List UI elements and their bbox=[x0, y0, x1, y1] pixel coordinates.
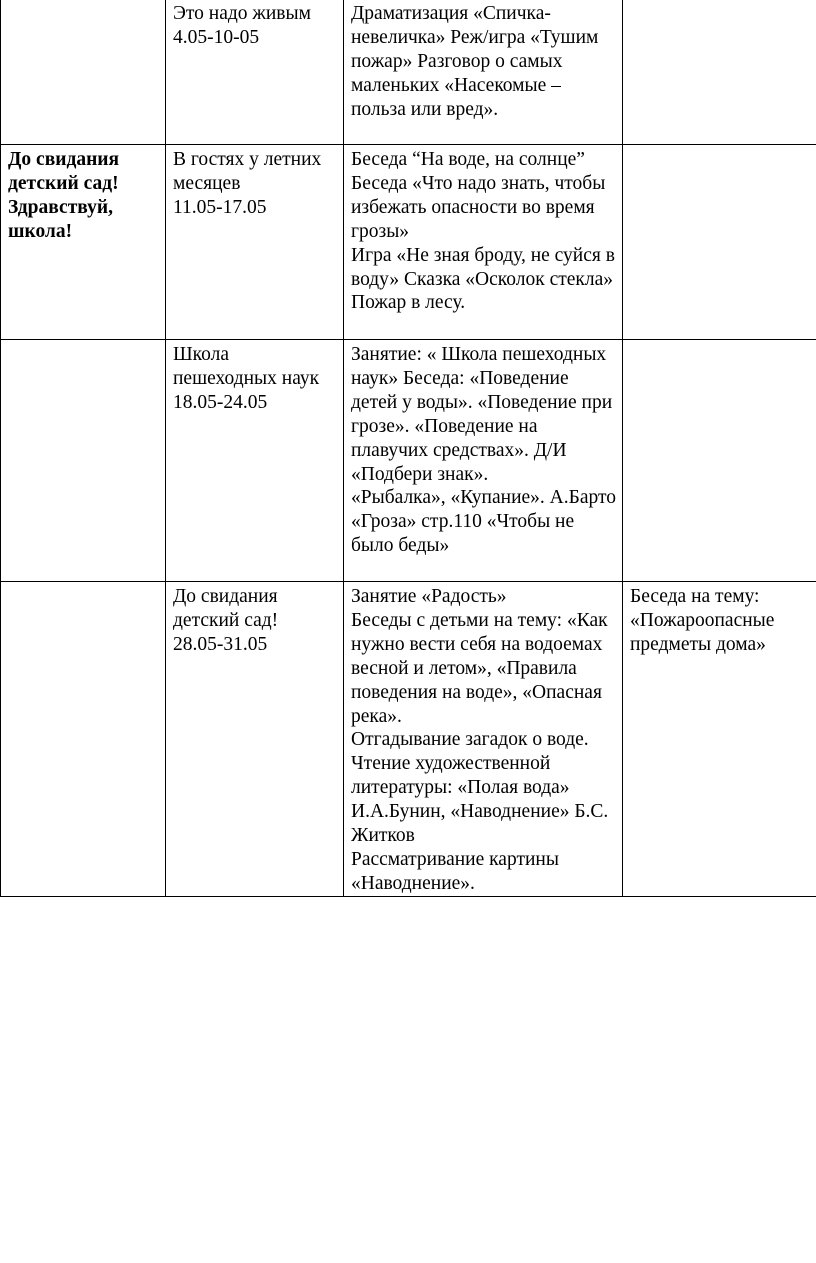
week-cell: Это надо живым 4.05-10-05 bbox=[166, 0, 344, 145]
parents-cell: Беседа на тему: «Пожароопасные предметы дома» bbox=[623, 582, 816, 897]
week-cell: До свидания детский сад! 28.05-31.05 bbox=[166, 582, 344, 897]
activities-cell: Занятие: « Школа пешеходных наук» Беседа: «Поведение детей у воды». «Поведение при грозе». «Поведение на плавучих средствах». Д/И «Подбери знак». «Рыбалка», «Купание». А.Барто «Гроза» стр.110 «Чтобы не было беды» bbox=[344, 340, 623, 582]
parents-cell bbox=[623, 0, 816, 145]
parents-cell bbox=[623, 340, 816, 582]
table-row bbox=[1, 145, 816, 340]
theme-cell bbox=[1, 340, 166, 582]
theme-cell bbox=[1, 582, 166, 897]
parents-cell bbox=[623, 145, 816, 340]
table-row bbox=[1, 582, 816, 897]
theme-cell bbox=[1, 0, 166, 145]
table-row bbox=[1, 340, 816, 582]
activities-cell: Занятие «Радость» Беседы с детьми на тему: «Как нужно вести себя на водоемах весной и летом», «Правила поведения на воде», «Опасная река». Отгадывание загадок о воде. Чтение художественной литературы: «Полая вода» И.А.Бунин, «Наводнение» Б.С. Житков Рассматривание картины «Наводнение». bbox=[344, 582, 623, 897]
week-cell: Школа пешеходных наук 18.05-24.05 bbox=[166, 340, 344, 582]
theme-cell: До свидания детский сад! Здравствуй, школа! bbox=[1, 145, 166, 340]
activities-cell: Беседа “На воде, на солнце” Беседа «Что надо знать, чтобы избежать опасности во время грозы» Игра «Не зная броду, не суйся в воду» Сказка «Осколок стекла» Пожар в лесу. bbox=[344, 145, 623, 340]
week-cell: В гостях у летних месяцев 11.05-17.05 bbox=[166, 145, 344, 340]
table-row bbox=[1, 0, 816, 145]
activities-cell: Драматизация «Спичка-невеличка» Реж/игра «Тушим пожар» Разговор о самых маленьких «Насекомые – польза или вред». bbox=[344, 0, 623, 145]
